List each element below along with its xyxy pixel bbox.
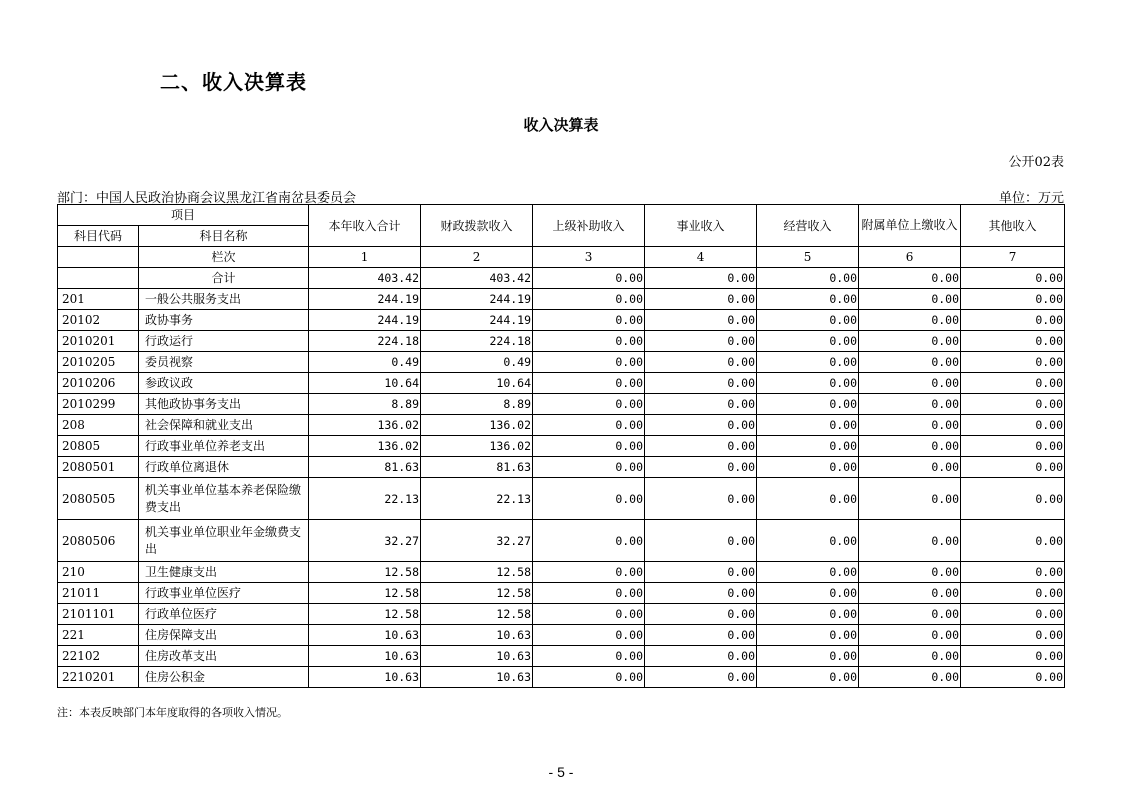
- amount-cell: 136.02: [421, 436, 533, 457]
- amount-cell: 0.00: [859, 394, 961, 415]
- amount-cell: 0.00: [757, 310, 859, 331]
- amount-cell: 0.00: [533, 373, 645, 394]
- amount-cell: 10.64: [421, 373, 533, 394]
- amount-cell: 0.00: [859, 478, 961, 520]
- amount-cell: 0.00: [645, 331, 757, 352]
- subject-code: 2080506: [58, 520, 139, 562]
- amount-cell: 0.00: [645, 562, 757, 583]
- amount-cell: 0.00: [859, 373, 961, 394]
- amount-cell: 0.00: [533, 478, 645, 520]
- subject-code: 2210201: [58, 667, 139, 688]
- subject-name: 行政运行: [139, 331, 309, 352]
- table-row: [58, 436, 1065, 457]
- amount-cell: 0.00: [645, 415, 757, 436]
- amount-cell: 0.00: [645, 373, 757, 394]
- column-index-blank: [58, 247, 139, 268]
- amount-cell: 0.00: [859, 583, 961, 604]
- subject-code: 2080505: [58, 478, 139, 520]
- amount-cell: 0.00: [859, 562, 961, 583]
- amount-cell: 0.00: [645, 604, 757, 625]
- amount-cell: 0.00: [961, 667, 1065, 688]
- amount-cell: 244.19: [309, 310, 421, 331]
- table-body: [58, 289, 1065, 688]
- amount-cell: 0.00: [533, 331, 645, 352]
- amount-cell: 0.00: [961, 478, 1065, 520]
- amount-cell: 0.00: [533, 436, 645, 457]
- amount-cell: 0.49: [421, 352, 533, 373]
- table-row: [58, 562, 1065, 583]
- amount-cell: 0.00: [961, 436, 1065, 457]
- subject-name: 参政议政: [139, 373, 309, 394]
- subject-code: 21011: [58, 583, 139, 604]
- subject-code: 210: [58, 562, 139, 583]
- column-index-number: 5: [757, 247, 859, 268]
- header-row-1: [58, 205, 1065, 226]
- amount-cell: 0.00: [757, 289, 859, 310]
- amount-cell: 0.00: [533, 625, 645, 646]
- table-row: [58, 457, 1065, 478]
- amount-cell: 136.02: [421, 415, 533, 436]
- table-row: [58, 583, 1065, 604]
- total-value: 0.00: [961, 268, 1065, 289]
- amount-cell: 0.00: [961, 604, 1065, 625]
- amount-cell: 8.89: [421, 394, 533, 415]
- amount-cell: 12.58: [309, 562, 421, 583]
- amount-cell: 0.00: [961, 331, 1065, 352]
- page-number: - 5 -: [548, 764, 574, 780]
- table-row: [58, 520, 1065, 562]
- amount-cell: 136.02: [309, 436, 421, 457]
- subject-code: 221: [58, 625, 139, 646]
- amount-cell: 10.63: [309, 646, 421, 667]
- amount-cell: 0.00: [645, 646, 757, 667]
- amount-cell: 0.00: [645, 394, 757, 415]
- amount-cell: 8.89: [309, 394, 421, 415]
- header-item: 项目: [58, 205, 309, 226]
- table-row: [58, 625, 1065, 646]
- subject-name: 社会保障和就业支出: [139, 415, 309, 436]
- amount-cell: 10.63: [421, 625, 533, 646]
- amount-cell: 0.00: [859, 604, 961, 625]
- amount-cell: 0.00: [533, 520, 645, 562]
- subject-name: 委员视察: [139, 352, 309, 373]
- column-index-label: 栏次: [139, 247, 309, 268]
- amount-cell: 10.63: [421, 667, 533, 688]
- amount-cell: 0.00: [859, 667, 961, 688]
- column-index-row: [58, 247, 1065, 268]
- total-value: 0.00: [859, 268, 961, 289]
- amount-cell: 12.58: [309, 604, 421, 625]
- header-fiscal: 财政拨款收入: [421, 205, 533, 247]
- amount-cell: 0.00: [757, 331, 859, 352]
- header-superior-subsidy: 上级补助收入: [533, 205, 645, 247]
- amount-cell: 224.18: [421, 331, 533, 352]
- subject-name: 机关事业单位职业年金缴费支出: [139, 520, 309, 562]
- subject-name: 行政单位医疗: [139, 604, 309, 625]
- subject-name: 住房保障支出: [139, 625, 309, 646]
- form-code: 公开02表: [1008, 155, 1064, 170]
- section-title: 二、收入决算表: [160, 70, 307, 94]
- amount-cell: 0.00: [757, 436, 859, 457]
- amount-cell: 0.00: [533, 562, 645, 583]
- amount-cell: 0.49: [309, 352, 421, 373]
- table-row: [58, 310, 1065, 331]
- amount-cell: 12.58: [421, 604, 533, 625]
- amount-cell: 0.00: [859, 646, 961, 667]
- amount-cell: 0.00: [961, 520, 1065, 562]
- total-row-label: 合计: [139, 268, 309, 289]
- amount-cell: 224.18: [309, 331, 421, 352]
- amount-cell: 0.00: [961, 562, 1065, 583]
- column-index-number: 4: [645, 247, 757, 268]
- amount-cell: 12.58: [421, 562, 533, 583]
- amount-cell: 0.00: [961, 457, 1065, 478]
- column-index-number: 3: [533, 247, 645, 268]
- amount-cell: 0.00: [533, 646, 645, 667]
- subject-name: 住房公积金: [139, 667, 309, 688]
- table-row: [58, 289, 1065, 310]
- amount-cell: 0.00: [533, 310, 645, 331]
- amount-cell: 0.00: [859, 310, 961, 331]
- amount-cell: 0.00: [645, 436, 757, 457]
- amount-cell: 0.00: [757, 394, 859, 415]
- column-index-number: 1: [309, 247, 421, 268]
- column-index-number: 6: [859, 247, 961, 268]
- table-row: [58, 604, 1065, 625]
- footnote: 注：本表反映部门本年度取得的各项收入情况。: [57, 706, 288, 719]
- header-subject-code: 科目代码: [58, 226, 139, 247]
- header-business: 事业收入: [645, 205, 757, 247]
- amount-cell: 0.00: [757, 604, 859, 625]
- total-value: 0.00: [645, 268, 757, 289]
- amount-cell: 0.00: [961, 352, 1065, 373]
- amount-cell: 10.63: [309, 667, 421, 688]
- amount-cell: 0.00: [859, 520, 961, 562]
- income-table: [57, 204, 1065, 688]
- subject-name: 其他政协事务支出: [139, 394, 309, 415]
- amount-cell: 244.19: [421, 289, 533, 310]
- amount-cell: 0.00: [645, 583, 757, 604]
- subject-code: 20805: [58, 436, 139, 457]
- table-row: [58, 646, 1065, 667]
- amount-cell: 0.00: [757, 667, 859, 688]
- column-index-number: 2: [421, 247, 533, 268]
- subject-code: 20102: [58, 310, 139, 331]
- header-subject-name: 科目名称: [139, 226, 309, 247]
- amount-cell: 136.02: [309, 415, 421, 436]
- table-row: [58, 667, 1065, 688]
- subject-code: 2010201: [58, 331, 139, 352]
- department-label: 部门：中国人民政治协商会议黑龙江省南岔县委员会: [57, 191, 357, 206]
- amount-cell: 0.00: [859, 625, 961, 646]
- total-value: 403.42: [421, 268, 533, 289]
- amount-cell: 0.00: [645, 457, 757, 478]
- amount-cell: 0.00: [645, 289, 757, 310]
- amount-cell: 0.00: [961, 625, 1065, 646]
- subject-name: 行政事业单位养老支出: [139, 436, 309, 457]
- subject-code: 2010206: [58, 373, 139, 394]
- amount-cell: 32.27: [421, 520, 533, 562]
- amount-cell: 0.00: [757, 373, 859, 394]
- subject-name: 卫生健康支出: [139, 562, 309, 583]
- amount-cell: 22.13: [421, 478, 533, 520]
- amount-cell: 0.00: [757, 478, 859, 520]
- amount-cell: 10.63: [421, 646, 533, 667]
- subject-code: 22102: [58, 646, 139, 667]
- total-value: 403.42: [309, 268, 421, 289]
- subject-code: 2010205: [58, 352, 139, 373]
- subject-name: 一般公共服务支出: [139, 289, 309, 310]
- amount-cell: 0.00: [757, 520, 859, 562]
- amount-cell: 0.00: [859, 289, 961, 310]
- amount-cell: 0.00: [533, 583, 645, 604]
- amount-cell: 0.00: [533, 667, 645, 688]
- subject-code: 208: [58, 415, 139, 436]
- table-row: [58, 394, 1065, 415]
- subject-code: 2010299: [58, 394, 139, 415]
- total-row-blank: [58, 268, 139, 289]
- table-title: 收入决算表: [523, 116, 599, 134]
- amount-cell: 0.00: [859, 352, 961, 373]
- subject-name: 机关事业单位基本养老保险缴费支出: [139, 478, 309, 520]
- amount-cell: 10.63: [309, 625, 421, 646]
- amount-cell: 0.00: [859, 331, 961, 352]
- amount-cell: 0.00: [961, 310, 1065, 331]
- amount-cell: 0.00: [961, 583, 1065, 604]
- amount-cell: 0.00: [859, 457, 961, 478]
- amount-cell: 0.00: [645, 310, 757, 331]
- amount-cell: 0.00: [859, 436, 961, 457]
- amount-cell: 0.00: [533, 604, 645, 625]
- amount-cell: 0.00: [757, 583, 859, 604]
- amount-cell: 0.00: [757, 562, 859, 583]
- subject-name: 住房改革支出: [139, 646, 309, 667]
- table-row: [58, 478, 1065, 520]
- amount-cell: 0.00: [533, 415, 645, 436]
- amount-cell: 10.64: [309, 373, 421, 394]
- header-affiliated: 附属单位上缴收入: [859, 205, 961, 247]
- amount-cell: 81.63: [421, 457, 533, 478]
- amount-cell: 0.00: [757, 415, 859, 436]
- subject-code: 2080501: [58, 457, 139, 478]
- amount-cell: 81.63: [309, 457, 421, 478]
- total-value: 0.00: [533, 268, 645, 289]
- subject-name: 政协事务: [139, 310, 309, 331]
- table-row: [58, 352, 1065, 373]
- table-row: [58, 331, 1065, 352]
- amount-cell: 0.00: [961, 646, 1065, 667]
- amount-cell: 0.00: [645, 625, 757, 646]
- total-row: [58, 268, 1065, 289]
- amount-cell: 244.19: [309, 289, 421, 310]
- unit-label: 单位：万元: [998, 191, 1064, 206]
- amount-cell: 0.00: [757, 625, 859, 646]
- amount-cell: 0.00: [961, 394, 1065, 415]
- amount-cell: 0.00: [533, 394, 645, 415]
- amount-cell: 0.00: [961, 415, 1065, 436]
- amount-cell: 0.00: [757, 352, 859, 373]
- header-total-income: 本年收入合计: [309, 205, 421, 247]
- total-value: 0.00: [757, 268, 859, 289]
- amount-cell: 0.00: [533, 289, 645, 310]
- amount-cell: 0.00: [757, 646, 859, 667]
- amount-cell: 12.58: [421, 583, 533, 604]
- amount-cell: 22.13: [309, 478, 421, 520]
- subject-name: 行政事业单位医疗: [139, 583, 309, 604]
- table-row: [58, 415, 1065, 436]
- amount-cell: 0.00: [757, 457, 859, 478]
- amount-cell: 12.58: [309, 583, 421, 604]
- amount-cell: 0.00: [533, 457, 645, 478]
- amount-cell: 0.00: [645, 352, 757, 373]
- header-other: 其他收入: [961, 205, 1065, 247]
- amount-cell: 0.00: [961, 289, 1065, 310]
- header-operating: 经营收入: [757, 205, 859, 247]
- amount-cell: 32.27: [309, 520, 421, 562]
- amount-cell: 0.00: [645, 667, 757, 688]
- column-index-number: 7: [961, 247, 1065, 268]
- subject-code: 2101101: [58, 604, 139, 625]
- subject-name: 行政单位离退休: [139, 457, 309, 478]
- amount-cell: 0.00: [961, 373, 1065, 394]
- amount-cell: 0.00: [645, 478, 757, 520]
- amount-cell: 0.00: [533, 352, 645, 373]
- subject-code: 201: [58, 289, 139, 310]
- amount-cell: 0.00: [645, 520, 757, 562]
- amount-cell: 0.00: [859, 415, 961, 436]
- amount-cell: 244.19: [421, 310, 533, 331]
- table-row: [58, 373, 1065, 394]
